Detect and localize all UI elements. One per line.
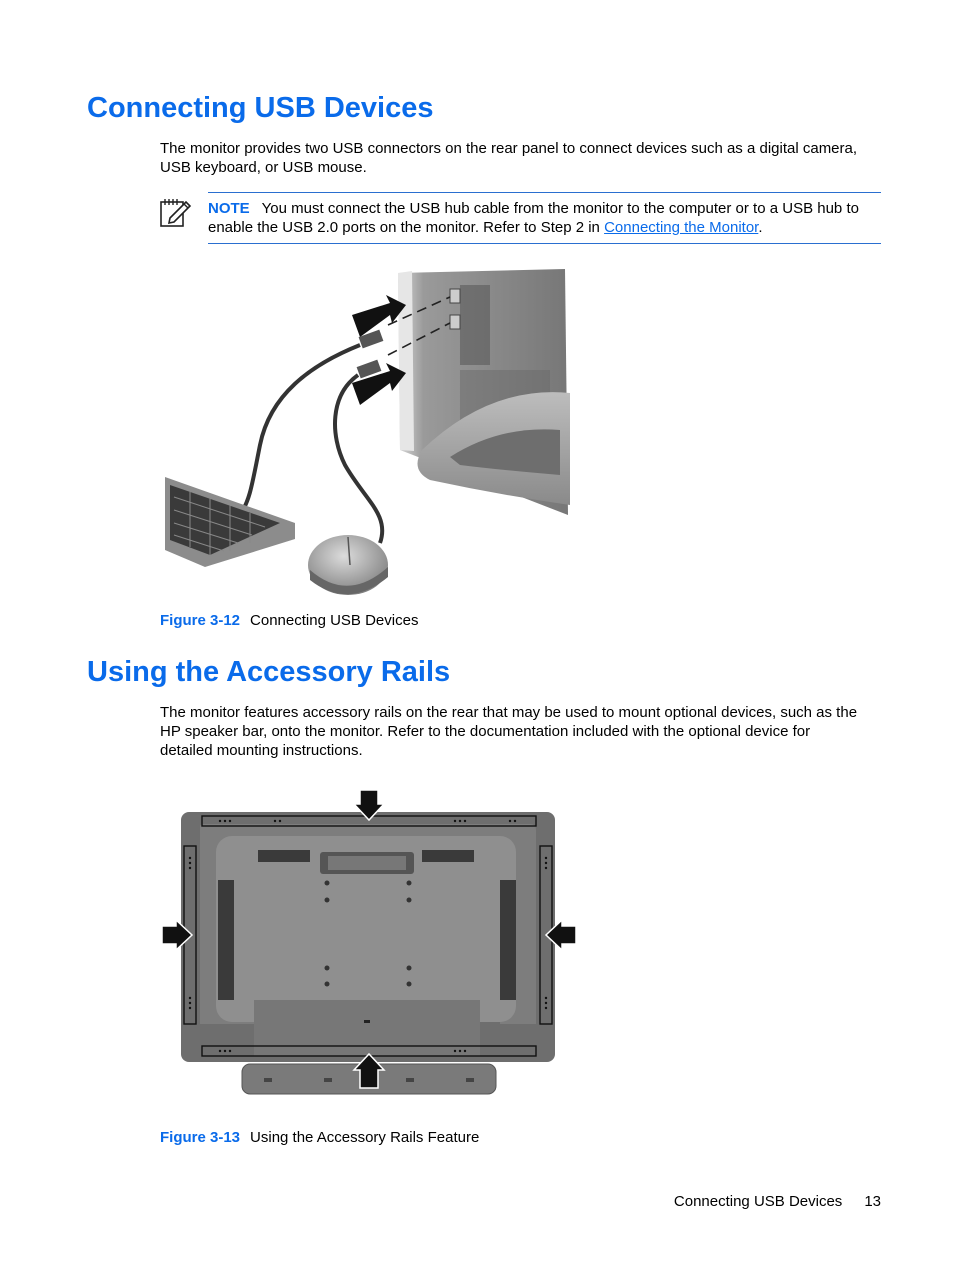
section-body-connecting-usb: The monitor provides two USB connectors on the rear panel to connect devices such as a digital camera, USB keyboard, or USB mouse.: [160, 140, 858, 176]
page-number: 13: [864, 1193, 881, 1210]
note-label: NOTE: [208, 200, 250, 217]
figure2-caption: [160, 1128, 479, 1147]
section-title-connecting-usb: Connecting USB Devices: [87, 92, 434, 124]
note-body-before: You must connect the USB hub cable from the monitor to the computer or to a USB hub to enable the USB 2.0 ports on the monitor. Refer to Step 2 in: [208, 200, 859, 236]
note-box: [208, 192, 881, 244]
footer-section-title: Connecting USB Devices: [673, 1193, 843, 1210]
figure1-label: Figure 3-12: [160, 612, 241, 629]
section-title-accessory-rails: Using the Accessory Rails: [87, 656, 451, 688]
note-pencil-icon: [158, 194, 194, 230]
keyboard-cable: [240, 345, 360, 515]
section-body-accessory-rails: The monitor features accessory rails on the rear that may be used to mount optional devices, such as the HP speaker bar, onto the monitor. Refer to the documentation included with the optional device for detailed mounting instructions.: [160, 704, 858, 759]
figure2-caption-text: Using the Accessory Rails Feature: [250, 1129, 480, 1146]
note-body-after: .: [758, 219, 763, 236]
connecting-monitor-link[interactable]: Connecting the Monitor: [604, 219, 759, 236]
figure1-caption: [160, 611, 418, 630]
figure-accessory-rails: [160, 788, 580, 1098]
note-text: [208, 199, 873, 237]
figure1-caption-text: Connecting USB Devices: [250, 612, 419, 629]
figure-usb-connection: [160, 265, 572, 597]
figure2-label: Figure 3-13: [160, 1129, 241, 1146]
page-footer: [600, 1192, 881, 1211]
